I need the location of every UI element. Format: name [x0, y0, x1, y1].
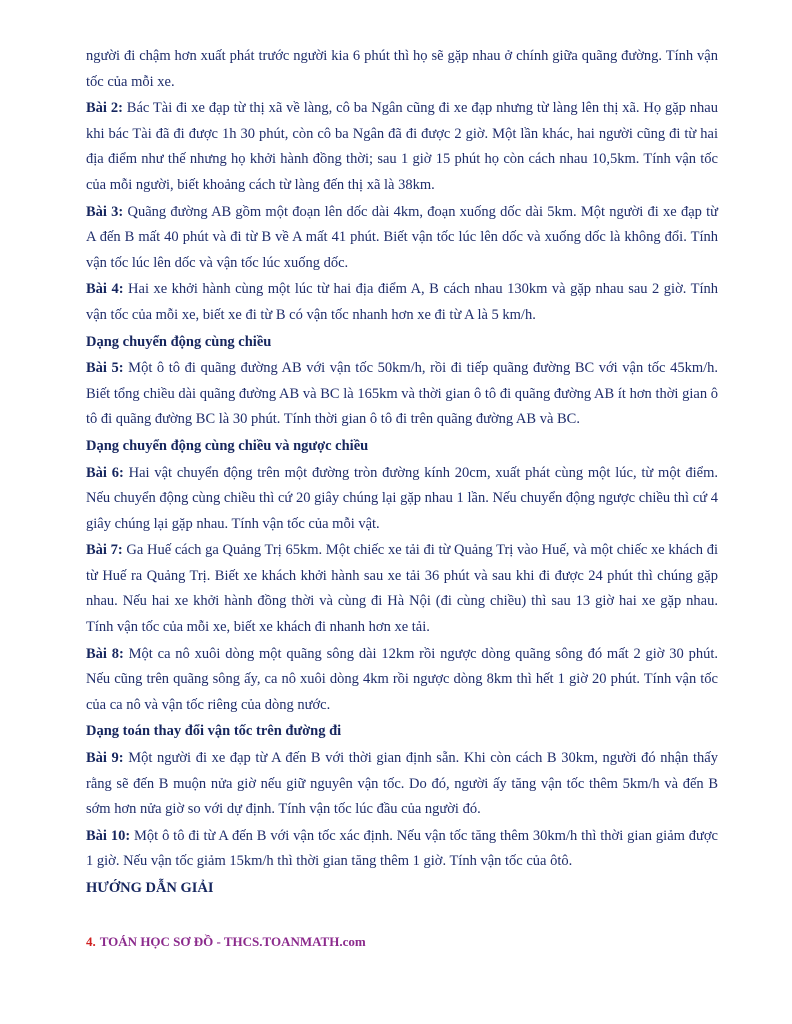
problem-text: Một người đi xe đạp từ A đến B với thời gian định sẵn. Khi còn cách B 30km, người đó nhận thấy rằng sẽ đến B muộn nửa giờ nếu giữ nguyên vận tốc. Do đó, người ấy tăng vận tốc thêm 5km/h và đến B sớm hơn nửa giờ so với dự định. Tính vận tốc lúc đầu của người đó.	[86, 750, 718, 818]
problem-label: Bài 3:	[86, 203, 124, 220]
section-heading-speed-change: Dạng toán thay đổi vận tốc trên đường đi	[86, 723, 342, 740]
problem-label: Bài 7:	[86, 542, 123, 559]
problem-text: Hai vật chuyển động trên một đường tròn đường kính 20cm, xuất phát cùng một lúc, từ một điểm. Nếu chuyển động cùng chiều thì cứ 20 giây chúng lại gặp nhau 1 lần. Nếu chuyển động ngược chiều thì cứ 4 giây chúng lại gặp nhau. Tính vận tốc của mỗi vật.	[86, 464, 718, 532]
footer-text: TOÁN HỌC SƠ ĐỒ - THCS.TOANMATH.com	[99, 934, 366, 949]
problem-label: Bài 8:	[86, 645, 124, 662]
problem-label: Bài 9:	[86, 750, 124, 767]
problem-text: Một ô tô đi từ A đến B với vận tốc xác định. Nếu vận tốc tăng thêm 30km/h thì thời gian giảm được 1 giờ. Nếu vận tốc giảm 15km/h thì thời gian tăng thêm 1 giờ. Tính vận tốc của ôtô.	[86, 827, 718, 870]
problem-text: Một ca nô xuôi dòng một quãng sông dài 12km rồi ngược dòng quãng sông đó mất 2 giờ 30 phút. Nếu cũng trên quãng sông ấy, ca nô xuôi dòng 4km rồi ngược dòng 8km thì hết 1 giờ 20 phút. Tính vận tốc của ca nô và vận tốc riêng của dòng nước.	[86, 645, 718, 713]
problem-label: Bài 6:	[86, 464, 124, 481]
problem-2	[86, 96, 718, 198]
problem-text: Quãng đường AB gồm một đoạn lên dốc dài 4km, đoạn xuống dốc dài 5km. Một người đi xe đạp từ A đến B mất 40 phút và đi từ B về A mất 41 phút. Biết vận tốc lúc lên dốc và xuống dốc là không đổi. Tính vận tốc lúc lên dốc và vận tốc lúc xuống dốc.	[86, 203, 719, 271]
section-heading-same-direction: Dạng chuyển động cùng chiều	[86, 333, 272, 350]
problem-5	[86, 356, 718, 433]
problem-3	[86, 200, 718, 277]
problem-8	[86, 642, 718, 719]
intro-paragraph: người đi chậm hơn xuất phát trước người kia 6 phút thì họ sẽ gặp nhau ở chính giữa quãng đường. Tính vận tốc của mỗi xe.	[86, 48, 718, 90]
problem-10	[86, 824, 718, 875]
problem-9	[86, 746, 718, 823]
problem-text: Hai xe khởi hành cùng một lúc từ hai địa điểm A, B cách nhau 130km và gặp nhau sau 2 giờ. Tính vận tốc của mỗi xe, biết xe đi từ B có vận tốc nhanh hơn xe đi từ A là 5 km/h.	[86, 281, 719, 323]
problem-text: Ga Huế cách ga Quảng Trị 65km. Một chiếc xe tải đi từ Quảng Trị vào Huế, và một chiếc xe khách đi từ Huế ra Quảng Trị. Biết xe khách khởi hành sau xe tải 36 phút và sau khi đi được 24 phút thì chúng gặp nhau. Nếu hai xe khởi hành đồng thời và cùng đi Hà Nội (đi cùng chiều) thì sau 13 giờ hai xe gặp nhau. Tính vận tốc của mỗi xe, biết xe khách đi nhanh hơn xe tải.	[86, 542, 718, 636]
problem-4	[86, 277, 718, 328]
problem-label: Bài 10:	[86, 827, 131, 844]
problem-text: Bác Tài đi xe đạp từ thị xã về làng, cô ba Ngân cũng đi xe đạp nhưng từ làng lên thị xã. Họ gặp nhau khi bác Tài đã đi được 1h 30 phút, còn cô ba Ngân đã đi được 2 giờ. Một lần khác, hai người cũng đi từ hai địa điểm như thế nhưng họ khởi hành đồng thời; sau 1 giờ 15 phút họ còn cách nhau 10,5km. Tính vận tốc của mỗi người, biết khoảng cách từ làng đến thị xã là 38km.	[86, 100, 718, 193]
problem-text: Một ô tô đi quãng đường AB với vận tốc 50km/h, rồi đi tiếp quãng đường BC với vận tốc 45km/h. Biết tổng chiều dài quãng đường AB và BC là 165km và thời gian ô tô đi quãng đường AB ít hơn thời gian ô tô đi quãng đường BC là 30 phút. Tính thời gian ô tô đi trên quãng đường AB và BC.	[86, 360, 718, 428]
problem-label: Bài 4:	[86, 281, 124, 298]
document-body	[86, 44, 718, 903]
problem-7	[86, 538, 718, 640]
problem-6	[86, 461, 718, 538]
solution-guide-heading: HƯỚNG DẪN GIẢI	[86, 880, 214, 896]
problem-label: Bài 2:	[86, 100, 123, 117]
section-heading-same-and-opposite: Dạng chuyển động cùng chiều và ngược chiều	[86, 437, 369, 454]
problem-label: Bài 5:	[86, 360, 124, 377]
page-footer	[86, 934, 366, 950]
page-number: 4.	[86, 934, 96, 949]
